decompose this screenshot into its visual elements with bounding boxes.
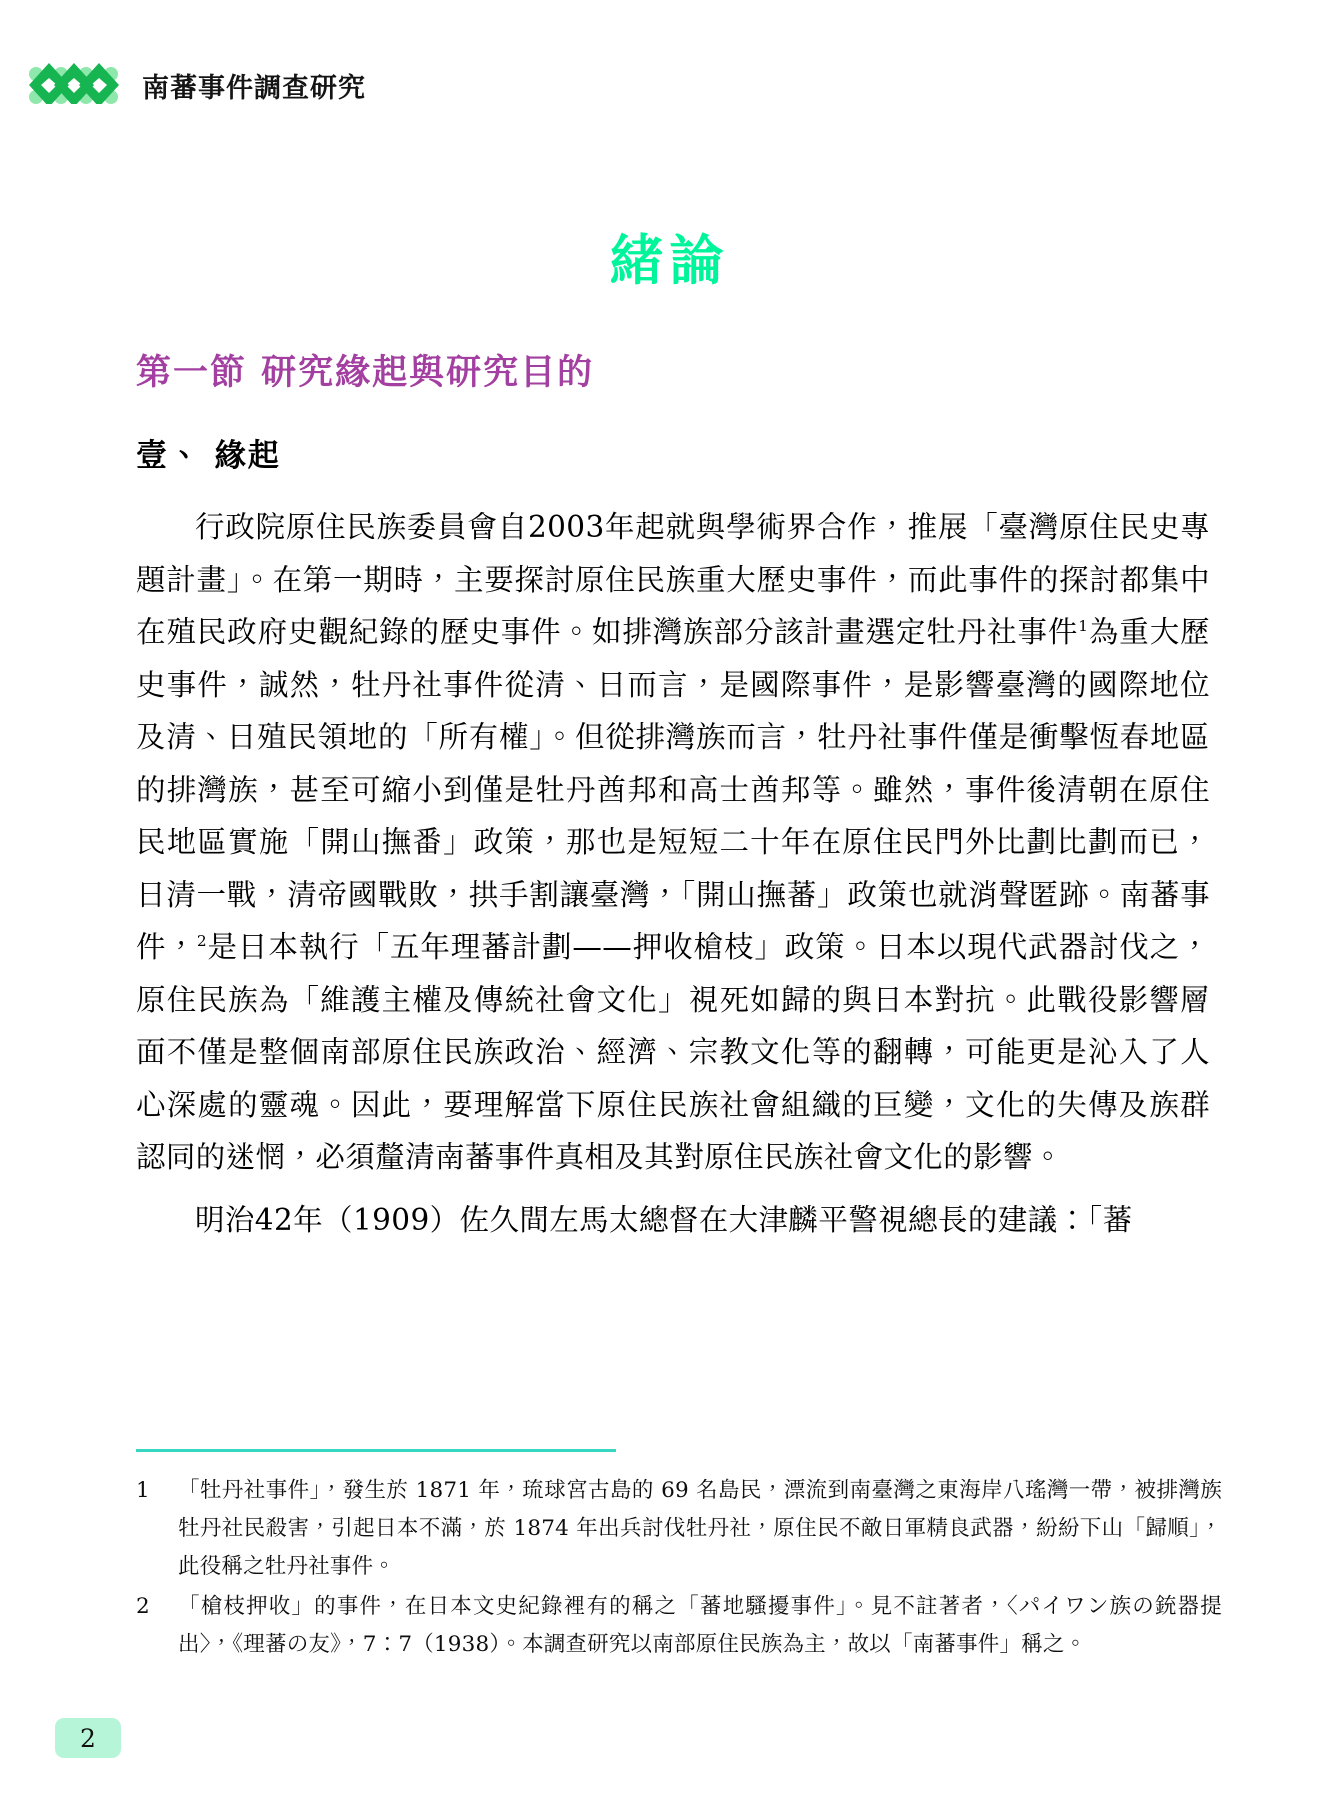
footnote-reference-1[interactable]: 1	[1078, 617, 1089, 636]
diamond-trio-logo-icon	[28, 62, 126, 108]
chapter-title: 緒論	[609, 228, 730, 293]
paragraph-text-part-c: 是日本執行「五年理蕃計劃——押收槍枝」政策。日本以現代武器討伐之，原住民族為「維護主權及傳統社會文化」視死如歸的與日本對抗。此戰役影響層面不僅是整個南部原住民族政治、經濟、宗教文化等的翻轉，可能更是沁入了人心深處的靈魂。因此，要理解當下原住民族社會組織的巨變，文化的失傳及族群認同的迷惘，必須釐清南蕃事件真相及其對原住民族社會文化的影響。	[136, 930, 1210, 1175]
footnote-text: 「牡丹社事件」，發生於 1871 年，琉球宮古島的 69 名島民，漂流到南臺灣之東海岸八瑤灣一帶，被排灣族牡丹社民殺害，引起日本不滿，於 1874 年出兵討伐牡丹社，原住民不敵日軍精良武器，紛紛下山「歸順」，此役稱之牡丹社事件。	[178, 1478, 1222, 1579]
section-heading: 第一節 研究緣起與研究目的	[136, 353, 595, 393]
footnote-item	[136, 1588, 1222, 1664]
footnote-number: 1	[136, 1478, 150, 1503]
footnote-number: 2	[136, 1594, 150, 1619]
sub-section-heading: 壹、 緣起	[136, 438, 281, 474]
footnote-item	[136, 1472, 1222, 1586]
footnote-separator-rule	[136, 1449, 616, 1452]
paragraph-text-part-b: 為重大歷史事件，誠然，牡丹社事件從清、日而言，是國際事件，是影響臺灣的國際地位及清、日殖民領地的「所有權」。但從排灣族而言，牡丹社事件僅是衝擊恆春地區的排灣族，甚至可縮小到僅是牡丹酋邦和高士酋邦等。雖然，事件後清朝在原住民地區實施「開山撫番」政策，那也是短短二十年在原住民門外比劃比劃而已，日清一戰，清帝國戰敗，拱手割讓臺灣，「開山撫蕃」政策也就消聲匿跡。南蕃事件，	[136, 615, 1210, 965]
running-header	[28, 62, 366, 108]
body-paragraph-1	[136, 501, 1210, 1184]
footnote-area	[136, 1449, 1222, 1666]
paragraph-text-part-a: 行政院原住民族委員會自2003年起就與學術界合作，推展「臺灣原住民史專題計畫」。在第一期時，主要探討原住民族重大歷史事件，而此事件的探討都集中在殖民政府史觀紀錄的歷史事件。如排灣族部分該計畫選定牡丹社事件	[136, 510, 1210, 650]
header-title: 南蕃事件調查研究	[142, 72, 366, 104]
footnote-reference-2[interactable]: 2	[196, 932, 207, 951]
page-number-badge: 2	[55, 1718, 121, 1758]
body-paragraph-2: 明治42年（1909）佐久間左馬太總督在大津麟平警視總長的建議：「蕃	[195, 1202, 1133, 1237]
footnote-text: 「槍枝押收」的事件，在日本文史紀錄裡有的稱之「蕃地騷擾事件」。見不註著者，〈パイワン族の銃器提出〉，《理蕃の友》，7：7（1938）。本調查研究以南部原住民族為主，故以「南蕃事件」稱之。	[178, 1594, 1222, 1657]
content-column	[136, 352, 1210, 1246]
